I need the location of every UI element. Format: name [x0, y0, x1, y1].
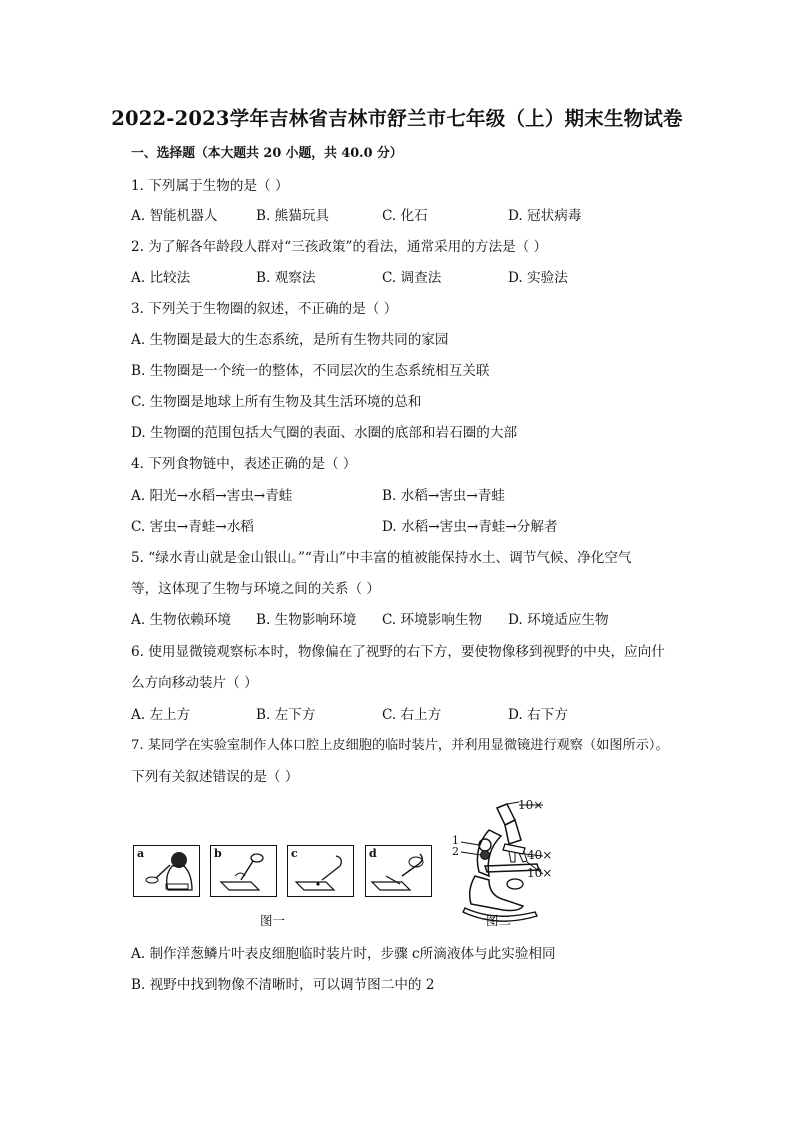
dropper-drawing — [211, 846, 276, 896]
figure1-panel-a — [133, 845, 200, 897]
q5-option-d: D. 环境适应生物 — [508, 612, 609, 628]
eyepiece-magnification: 10× — [518, 798, 544, 812]
q7-option-b: B. 视野中找到物像不清晰时，可以调节图二中的 2 — [131, 977, 435, 993]
q1-option-d: D. 冠状病毒 — [508, 208, 582, 224]
q4-option-d: D. 水稻→害虫→青蛙→分解者 — [382, 519, 558, 535]
cheek-swab-drawing — [134, 846, 199, 896]
fine-knob-label: 2 — [452, 845, 459, 858]
stain-drop-drawing — [288, 846, 353, 896]
panel-label-c: c — [291, 847, 298, 860]
exam-title: 2022-2023学年吉林省吉林市舒兰市七年级（上）期末生物试卷 — [111, 107, 683, 130]
question-7-stem-line1: 7. 某同学在实验室制作人体口腔上皮细胞的临时装片，并利用显微镜进行观察（如图所示）。 — [131, 738, 669, 753]
objective-40x-label: 40× — [527, 848, 553, 862]
figure1-panel-c — [287, 845, 354, 897]
q4-option-b: B. 水稻→害虫→青蛙 — [382, 488, 505, 504]
q5-option-c: C. 环境影响生物 — [382, 612, 483, 628]
panel-label-d: d — [369, 847, 377, 860]
q3-option-b: B. 生物圈是一个统一的整体，不同层次的生态系统相互关联 — [131, 363, 490, 379]
q4-option-c: C. 害虫→青蛙→水稻 — [131, 519, 254, 535]
panel-label-a: a — [137, 847, 145, 860]
figure1-panel-b — [210, 845, 277, 897]
question-7-stem-line2: 下列有关叙述错误的是（ ） — [131, 769, 299, 785]
question-6-stem-line2: 么方向移动装片（ ） — [131, 675, 258, 691]
q6-option-c: C. 右上方 — [382, 707, 442, 723]
q3-option-a: A. 生物圈是最大的生态系统，是所有生物共同的家园 — [131, 332, 449, 348]
question-2-stem: 2. 为了解各年龄段人群对“三孩政策”的看法，通常采用的方法是（ ） — [131, 239, 548, 255]
question-1-stem: 1. 下列属于生物的是（ ） — [131, 178, 289, 194]
panel-label-b: b — [214, 847, 222, 860]
q5-option-a: A. 生物依赖环境 — [131, 612, 232, 628]
q2-option-c: C. 调查法 — [382, 270, 442, 286]
q7-option-a: A. 制作洋葱鳞片叶表皮细胞临时装片时，步骤 c所滴液体与此实验相同 — [131, 946, 556, 962]
q6-option-a: A. 左上方 — [131, 707, 191, 723]
q2-option-b: B. 观察法 — [256, 270, 316, 286]
question-4-stem: 4. 下列食物链中，表述正确的是（ ） — [131, 456, 357, 472]
section-heading: 一、选择题（本大题共 20 小题，共 40.0 分） — [131, 146, 403, 161]
q2-option-d: D. 实验法 — [508, 270, 568, 286]
coverslip-drawing — [366, 846, 431, 896]
question-5-stem-line2: 等，这体现了生物与环境之间的关系（ ） — [131, 581, 381, 597]
q4-option-a: A. 阳光→水稻→害虫→青蛙 — [131, 488, 293, 504]
q2-option-a: A. 比较法 — [131, 270, 191, 286]
figure1-panel-d — [365, 845, 432, 897]
q1-option-a: A. 智能机器人 — [131, 208, 218, 224]
q3-option-c: C. 生物圈是地球上所有生物及其生活环境的总和 — [131, 394, 422, 410]
q1-option-b: B. 熊猫玩具 — [256, 208, 330, 224]
microscope-diagram — [445, 800, 565, 925]
q5-option-b: B. 生物影响环境 — [256, 612, 357, 628]
q6-option-d: D. 右下方 — [508, 707, 568, 723]
question-5-stem-line1: 5. “绿水青山就是金山银山。”“青山”中丰富的植被能保持水土、调节气候、净化空气 — [131, 550, 632, 566]
q1-option-c: C. 化石 — [382, 208, 428, 224]
q6-option-b: B. 左下方 — [256, 707, 316, 723]
figure1-caption: 图一 — [260, 913, 286, 928]
question-3-stem: 3. 下列关于生物圈的叙述，不正确的是（ ） — [131, 301, 398, 317]
question-6-stem-line1: 6. 使用显微镜观察标本时，物像偏在了视野的右下方，要使物像移到视野的中央，应向什 — [131, 644, 665, 660]
q3-option-d: D. 生物圈的范围包括大气圈的表面、水圈的底部和岩石圈的大部 — [131, 425, 518, 441]
coarse-knob-label: 1 — [452, 834, 459, 847]
objective-10x-label: 10× — [527, 866, 553, 880]
figure2-caption: 图二 — [486, 913, 512, 928]
